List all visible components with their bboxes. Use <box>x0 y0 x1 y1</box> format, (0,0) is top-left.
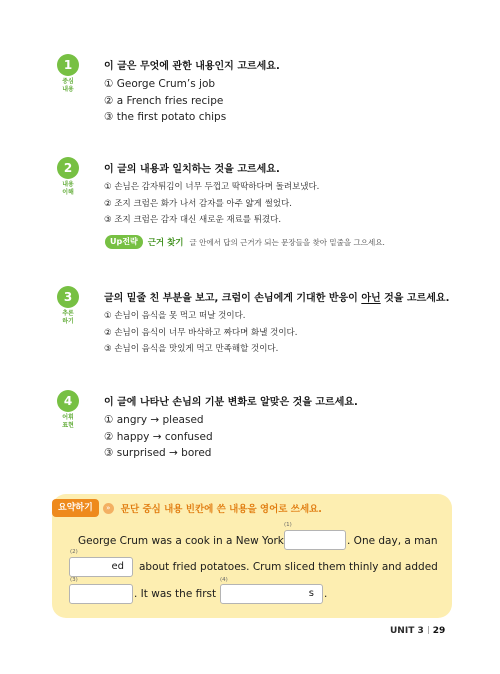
option-3[interactable]: ③ surprised → bored <box>104 447 212 459</box>
question-tag: 중심 내용 <box>62 78 74 93</box>
blank-4-suffix: s <box>308 588 314 599</box>
option-1[interactable]: ① George Crum’s job <box>104 78 216 90</box>
blank-number-3: (3) <box>70 577 78 583</box>
blank-3-input[interactable] <box>69 584 133 604</box>
question-tag: 내용 이해 <box>62 181 74 196</box>
summary-text-3: . It was the first <box>134 588 217 600</box>
arrow-icon: » <box>103 503 114 514</box>
blank-2-suffix: ed <box>111 561 124 572</box>
blank-number-4: (4) <box>220 577 228 583</box>
summary-instruction: 문단 중심 내용 빈칸에 쓴 내용을 영어로 쓰세요. <box>120 504 322 515</box>
option-1[interactable]: ① 손님은 감자튀김이 너무 두껍고 딱딱하다며 돌려보냈다. <box>104 182 320 192</box>
question-tag: 어휘 표현 <box>62 414 74 429</box>
question-number: 2 <box>57 157 79 179</box>
question-number: 1 <box>57 54 79 76</box>
question-title: 이 글의 내용과 일치하는 것을 고르세요. <box>104 164 280 175</box>
tip-text: 글 안에서 답의 근거가 되는 문장들을 찾아 밑줄을 그으세요. <box>189 237 385 247</box>
blank-2-input[interactable] <box>69 557 133 577</box>
summary-badge: 요약하기 <box>52 499 99 517</box>
question-title: 이 글은 무엇에 관한 내용인지 고르세요. <box>104 61 280 72</box>
question-tag: 추론 하기 <box>62 310 74 325</box>
unit-label: UNIT 3 <box>390 626 424 636</box>
question-number: 4 <box>57 390 79 412</box>
blank-1-input[interactable] <box>284 530 346 550</box>
question-title: 이 글에 나타난 손님의 기분 변화로 알맞은 것을 고르세요. <box>104 397 358 408</box>
summary-text-1-end: . One day, a man <box>347 535 438 547</box>
page-footer <box>390 626 445 636</box>
summary-text-1: George Crum was a cook in a New York <box>78 535 284 547</box>
option-2[interactable]: ② a French fries recipe <box>104 94 224 107</box>
page-number: 29 <box>432 626 446 636</box>
option-1[interactable]: ① 손님이 음식을 못 먹고 떠날 것이다. <box>104 311 246 321</box>
option-2[interactable]: ② 조지 크럼은 화가 나서 감자를 아주 얇게 썰었다. <box>104 198 292 209</box>
option-1[interactable]: ① angry → pleased <box>104 414 204 426</box>
summary-text-2: about fried potatoes. Crum sliced them thinly and added <box>139 561 438 573</box>
summary-text-3-end: . <box>324 588 328 600</box>
strategy-tip <box>105 235 385 249</box>
up-strategy-badge: Up전략 <box>105 235 143 249</box>
option-3[interactable]: ③ 손님이 음식을 맛있게 먹고 만족해할 것이다. <box>104 344 279 354</box>
question-title: 글의 밑줄 친 부분을 보고, 크럼이 손님에게 기대한 반응이 아닌 것을 고르세요. <box>104 293 450 304</box>
underlined-word: 아닌 <box>361 293 381 304</box>
blank-4-input[interactable] <box>220 584 323 604</box>
tip-label: 근거 찾기 <box>147 238 184 248</box>
summary-header <box>52 499 322 517</box>
option-2[interactable]: ② 손님이 음식이 너무 바삭하고 짜다며 화낼 것이다. <box>104 327 298 338</box>
option-3[interactable]: ③ 조지 크럼은 감자 대신 새로운 재료를 튀겼다. <box>104 215 282 225</box>
footer-divider <box>428 626 429 634</box>
question-number: 3 <box>57 286 79 308</box>
blank-number-2: (2) <box>70 549 78 555</box>
option-2[interactable]: ② happy → confused <box>104 430 213 443</box>
blank-number-1: (1) <box>284 522 292 528</box>
option-3[interactable]: ③ the first potato chips <box>104 111 227 123</box>
